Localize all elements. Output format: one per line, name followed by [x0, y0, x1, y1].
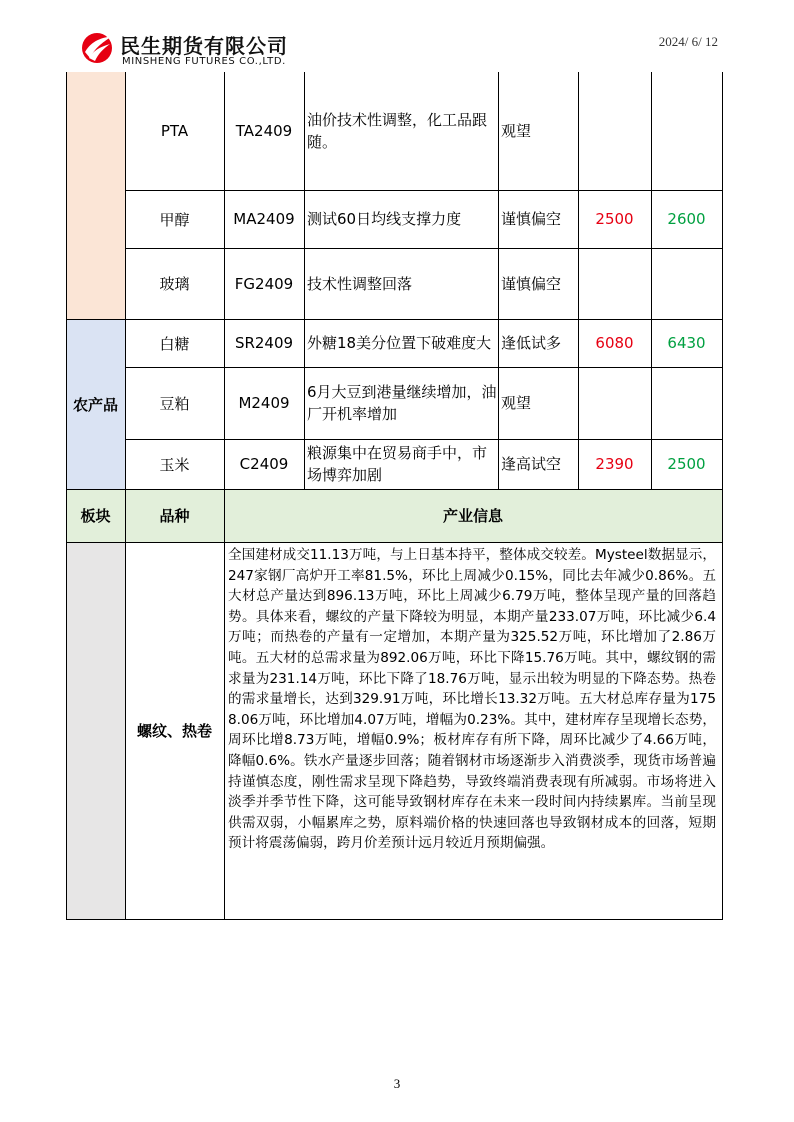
view-cell: 粮源集中在贸易商手中，市场博弈加剧 [307, 444, 488, 484]
company-name-cn: 民生期货有限公司 [120, 34, 288, 58]
price-high-cell: 6430 [667, 334, 706, 352]
grid-line [66, 542, 723, 543]
grid-line [578, 72, 579, 489]
price-low-cell: 2390 [595, 455, 634, 473]
price-high-cell [651, 367, 722, 439]
sector-cell-chemical [66, 72, 125, 319]
strategy-cell: 观望 [501, 122, 532, 140]
sector-cell-agri: 农产品 [66, 319, 125, 489]
info-header-variety: 品种 [125, 489, 224, 542]
view-cell: 外糖18美分位置下破难度大 [307, 334, 492, 352]
company-name-en: MINSHENG FUTURES CO.,LTD. [122, 56, 286, 67]
product-cell: 甲醇 [159, 210, 190, 229]
product-cell: PTA [160, 122, 189, 140]
grid-line [498, 72, 499, 489]
contract-cell: MA2409 [233, 210, 295, 228]
strategy-cell: 谨慎偏空 [501, 210, 562, 228]
minsheng-logo-icon [80, 28, 114, 66]
report-date: 2024/ 6/ 12 [658, 34, 718, 49]
view-cell: 测试60日均线支撑力度 [307, 210, 462, 228]
grid-line [66, 319, 722, 320]
grid-line [125, 248, 722, 249]
view-cell: 技术性调整回落 [307, 274, 413, 293]
grid-line [125, 439, 722, 440]
info-sector-cell [66, 542, 125, 919]
price-low-cell: 6080 [595, 334, 634, 352]
grid-line [125, 190, 722, 191]
product-cell: 白糖 [159, 334, 190, 353]
strategy-cell: 逢低试多 [501, 334, 562, 352]
strategy-cell: 谨慎偏空 [501, 274, 562, 293]
price-high-cell [651, 248, 722, 319]
grid-line [125, 367, 722, 368]
contract-cell: SR2409 [234, 334, 294, 352]
contract-cell: M2409 [238, 394, 290, 412]
grid-line [722, 72, 723, 920]
price-low-cell [578, 72, 651, 190]
grid-line [66, 919, 723, 920]
contract-cell: FG2409 [234, 274, 294, 293]
grid-line [304, 72, 305, 489]
price-high-cell [651, 72, 722, 190]
grid-line [224, 72, 225, 920]
info-header-sector: 板块 [66, 489, 125, 542]
info-header-info: 产业信息 [224, 489, 722, 542]
page-number: 3 [393, 1076, 401, 1091]
contract-cell: TA2409 [235, 122, 293, 140]
grid-line [66, 72, 67, 920]
strategy-cell: 逢高试空 [501, 455, 562, 473]
price-high-cell: 2500 [667, 455, 706, 473]
product-cell: 豆粕 [159, 394, 190, 413]
contract-cell: C2409 [239, 455, 289, 473]
price-low-cell [578, 367, 651, 439]
info-variety-cell: 螺纹、热卷 [136, 722, 212, 740]
price-low-cell: 2500 [595, 210, 634, 228]
company-logo [80, 28, 320, 70]
product-cell: 玉米 [159, 455, 190, 474]
strategy-cell: 观望 [501, 394, 532, 412]
view-cell: 油价技术性调整，化工品跟随。 [307, 111, 488, 151]
grid-line [651, 72, 652, 489]
product-cell: 玻璃 [159, 275, 190, 293]
grid-line [125, 72, 126, 920]
price-low-cell [578, 248, 651, 319]
view-cell: 6月大豆到港量继续增加，油厂开机率增加 [307, 383, 497, 423]
industry-info-text: 全国建材成交11.13万吨，与上日基本持平，整体成交较差。Mysteel数据显示，247家钢厂高炉开工率81.5%，环比上周减少0.15%，同比去年减少0.86%。五大材总产量达到896.13万吨，环比上周减少6.79万吨，整体呈现产量的回落趋势。具体来看，螺纹的产量下降较为明显，本期产量233.07万吨，环比减少6.4万吨；而热卷的产量有一定增加，本期产量为325.52万吨，环比增加了2.86万吨。五大材的总需求量为892.06万吨，环比下降15.76万吨。其中，螺纹钢的需求量为231.14万吨，环比下降了18.76万吨，显示出较为明显的下降态势。热卷的需求量增长，达到329.91万吨，环比增长13.32万吨。五大材总库存量为1758.06万吨，环比增加4.07万吨，增幅为0.23%。其中，建材库存呈现增长态势，周环比增8.73万吨，增幅0.9%；板材库存有所下降，周环比减少了4.66万吨，降幅0.6%。铁水产量逐步回落；随着钢材市场逐渐步入消费淡季，现货市场普遍持谨慎态度，刚性需求呈现下降趋势，导致终端消费表现有所减弱。市场将进入淡季并季节性下降，这可能导致钢材库存在未来一段时间内持续累库。当前呈现供需双弱，小幅累库之势，原料端价格的快速回落也导致钢材成本的回落，短期预计将震荡偏弱，跨月价差预计远月较近月预期偏强。 [228, 547, 716, 852]
grid-line [66, 489, 723, 490]
price-high-cell: 2600 [667, 210, 706, 228]
